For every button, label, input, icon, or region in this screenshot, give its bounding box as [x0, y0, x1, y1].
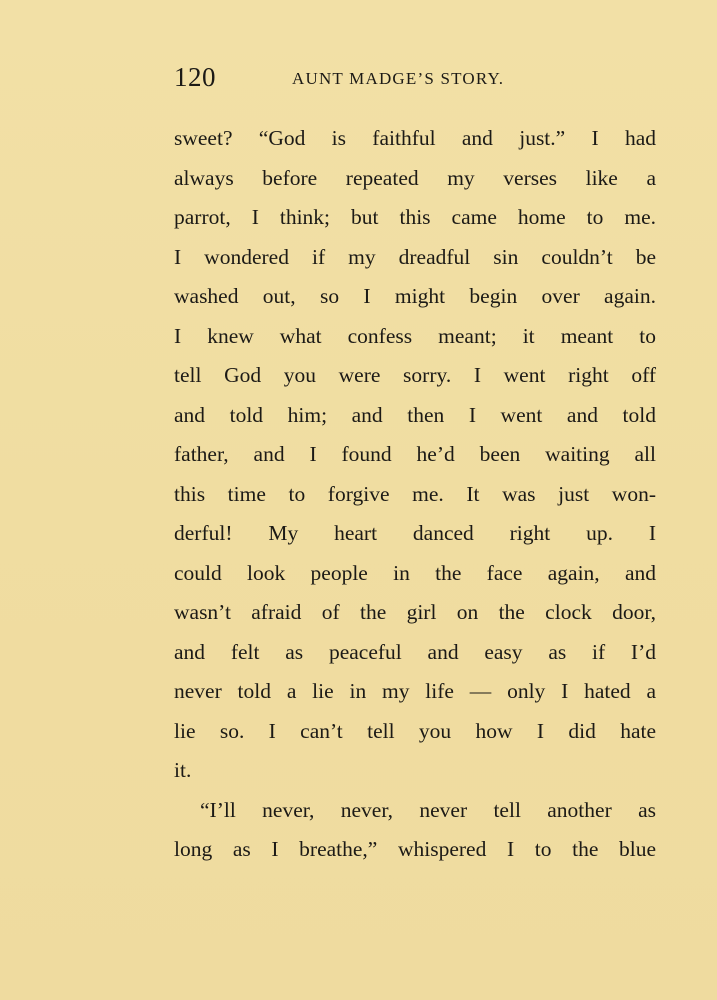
- text-line: I wondered if my dreadful sin couldn’t be: [174, 244, 656, 269]
- text-line: and told him; and then I went and told: [174, 402, 656, 427]
- page-header: [174, 60, 656, 100]
- body-text: [174, 119, 656, 870]
- text-line: and felt as peaceful and easy as if I’d: [174, 639, 656, 664]
- text-line: father, and I found he’d been waiting all: [174, 442, 656, 466]
- running-head: AUNT MADGE’S STORY.: [292, 69, 505, 88]
- text-line: wasn’t afraid of the girl on the clock door,: [174, 600, 656, 624]
- text-line: I knew what confess meant; it meant to: [174, 323, 656, 348]
- text-line: parrot, I think; but this came home to me.: [174, 205, 656, 229]
- text-line: washed out, so I might begin over again.: [174, 284, 656, 308]
- text-line: this time to forgive me. It was just won-: [174, 481, 656, 506]
- text-line: lie so. I can’t tell you how I did hate: [174, 718, 656, 743]
- text-line: always before repeated my verses like a: [174, 165, 656, 190]
- text-line: never told a lie in my life — only I hated a: [174, 679, 656, 703]
- text-line: derful! My heart danced right up. I: [174, 521, 656, 545]
- text-line: “I’ll never, never, never tell another as: [200, 797, 656, 822]
- text-line: it.: [174, 758, 192, 782]
- page-number: 120: [174, 62, 216, 92]
- text-line: long as I breathe,” whispered I to the blue: [174, 837, 656, 861]
- text-line: could look people in the face again, and: [174, 560, 656, 585]
- text-line: sweet? “God is faithful and just.” I had: [174, 126, 656, 150]
- text-line: tell God you were sorry. I went right off: [174, 363, 656, 387]
